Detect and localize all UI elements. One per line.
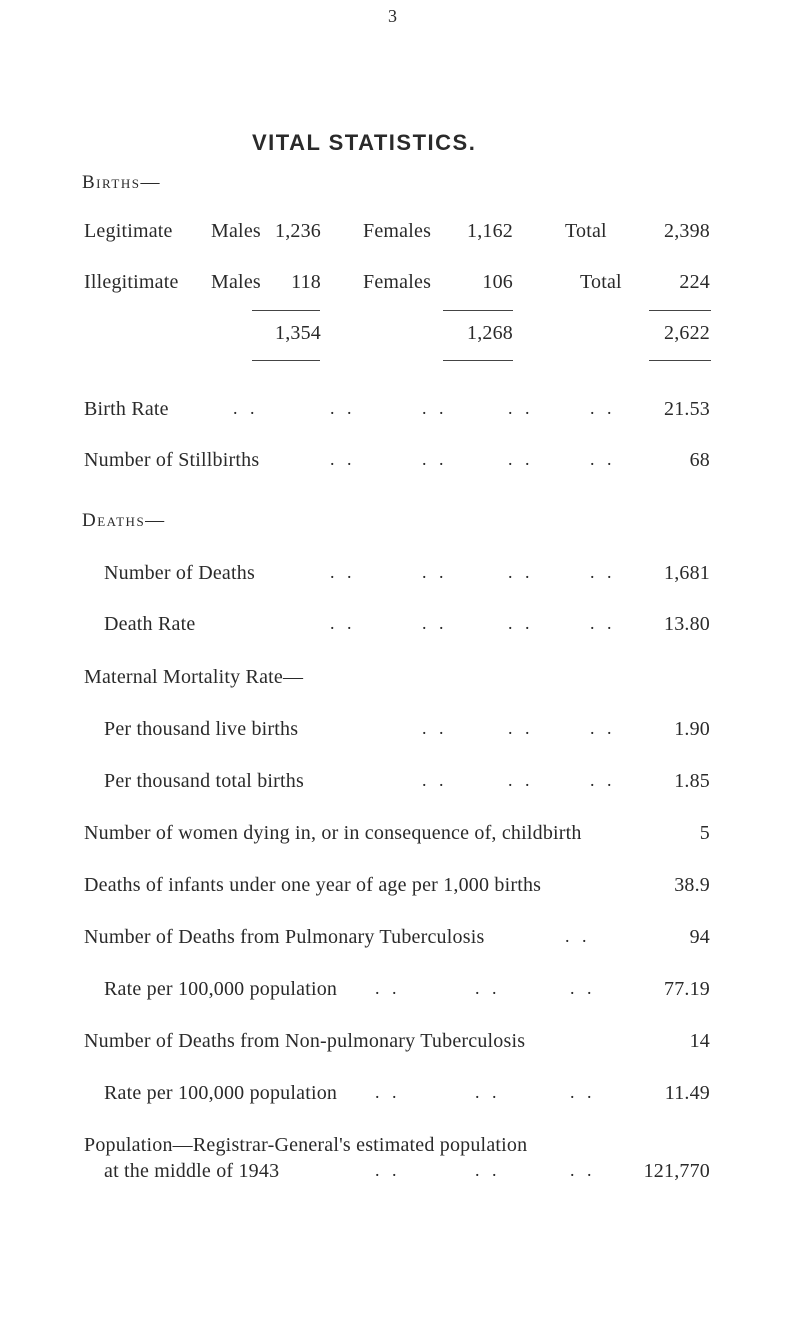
- legitimate-females-label: Females: [363, 220, 432, 242]
- birth-rate-leader: . .: [422, 398, 448, 418]
- maternal-total-births-leader: . .: [422, 770, 448, 790]
- non-pulmonary-tb-rate-leader: . .: [475, 1082, 501, 1102]
- non-pulmonary-tb-label: Number of Deaths from Non-pulmonary Tuberculosis: [84, 1030, 526, 1052]
- population-label-continued: at the middle of 1943: [104, 1160, 280, 1182]
- births-heading: Births—: [82, 172, 161, 193]
- females-sum-underline: [443, 360, 513, 361]
- stillbirths-leader: . .: [330, 449, 356, 469]
- page-number: 3: [388, 6, 398, 26]
- death-rate-label: Death Rate: [104, 613, 196, 635]
- pulmonary-tb-label: Number of Deaths from Pulmonary Tuberculosis: [84, 926, 485, 948]
- population-leader: . .: [475, 1160, 501, 1180]
- population-leader: . .: [375, 1160, 401, 1180]
- stillbirths-value: 68: [689, 449, 710, 471]
- number-of-deaths-value: 1,681: [664, 562, 710, 584]
- number-of-deaths-leader: . .: [590, 562, 616, 582]
- birth-rate-leader: . .: [508, 398, 534, 418]
- legitimate-females-value: 1,162: [467, 220, 513, 242]
- maternal-total-births-leader: . .: [590, 770, 616, 790]
- number-of-deaths-label: Number of Deaths: [104, 562, 255, 584]
- non-pulmonary-tb-rate-leader: . .: [375, 1082, 401, 1102]
- total-sum-value: 2,622: [664, 322, 710, 344]
- females-sum-value: 1,268: [467, 322, 513, 344]
- number-of-deaths-leader: . .: [330, 562, 356, 582]
- maternal-total-births-value: 1.85: [674, 770, 710, 792]
- number-of-deaths-leader: . .: [508, 562, 534, 582]
- maternal-live-births-value: 1.90: [674, 718, 710, 740]
- stillbirths-leader: . .: [590, 449, 616, 469]
- legitimate-males-value: 1,236: [275, 220, 321, 242]
- males-sum-rule: [252, 310, 320, 311]
- non-pulmonary-tb-rate-value: 11.49: [664, 1082, 710, 1104]
- stillbirths-leader: . .: [422, 449, 448, 469]
- birth-rate-leader: . .: [233, 398, 259, 418]
- illegitimate-total-label: Total: [580, 271, 622, 293]
- birth-rate-leader: . .: [330, 398, 356, 418]
- number-of-deaths-leader: . .: [422, 562, 448, 582]
- birth-rate-label: Birth Rate: [84, 398, 169, 420]
- stillbirths-label: Number of Stillbirths: [84, 449, 260, 471]
- illegitimate-total-value: 224: [679, 271, 710, 293]
- infant-deaths-value: 38.9: [674, 874, 710, 896]
- pulmonary-tb-rate-leader: . .: [375, 978, 401, 998]
- death-rate-leader: . .: [590, 613, 616, 633]
- non-pulmonary-tb-rate-label: Rate per 100,000 population: [104, 1082, 338, 1104]
- maternal-live-births-leader: . .: [508, 718, 534, 738]
- population-label: Population—Registrar-General's estimated population: [84, 1134, 528, 1156]
- pulmonary-tb-leader: . .: [565, 926, 591, 946]
- non-pulmonary-tb-value: 14: [689, 1030, 710, 1052]
- total-sum-rule: [649, 310, 711, 311]
- infant-deaths-label: Deaths of infants under one year of age per 1,000 births: [84, 874, 542, 896]
- women-dying-label: Number of women dying in, or in consequence of, childbirth: [84, 822, 582, 844]
- total-sum-underline: [649, 360, 711, 361]
- legitimate-total-label: Total: [565, 220, 607, 242]
- legitimate-label: Legitimate: [84, 220, 173, 242]
- legitimate-total-value: 2,398: [664, 220, 710, 242]
- birth-rate-value: 21.53: [664, 398, 710, 420]
- illegitimate-label: Illegitimate: [84, 271, 179, 293]
- death-rate-leader: . .: [330, 613, 356, 633]
- maternal-live-births-label: Per thousand live births: [104, 718, 299, 740]
- legitimate-males-label: Males: [211, 220, 261, 242]
- page-title: VITAL STATISTICS.: [252, 130, 477, 155]
- males-sum-underline: [252, 360, 320, 361]
- pulmonary-tb-rate-value: 77.19: [664, 978, 710, 1000]
- women-dying-value: 5: [699, 822, 710, 844]
- non-pulmonary-tb-rate-leader: . .: [570, 1082, 596, 1102]
- females-sum-rule: [443, 310, 513, 311]
- pulmonary-tb-rate-label: Rate per 100,000 population: [104, 978, 338, 1000]
- maternal-live-births-leader: . .: [422, 718, 448, 738]
- death-rate-value: 13.80: [664, 613, 710, 635]
- pulmonary-tb-value: 94: [689, 926, 710, 948]
- maternal-mortality-heading: Maternal Mortality Rate—: [84, 666, 304, 688]
- stillbirths-leader: . .: [508, 449, 534, 469]
- death-rate-leader: . .: [422, 613, 448, 633]
- population-leader: . .: [570, 1160, 596, 1180]
- illegitimate-females-label: Females: [363, 271, 432, 293]
- illegitimate-males-value: 118: [291, 271, 321, 293]
- illegitimate-males-label: Males: [211, 271, 261, 293]
- pulmonary-tb-rate-leader: . .: [475, 978, 501, 998]
- birth-rate-leader: . .: [590, 398, 616, 418]
- maternal-total-births-label: Per thousand total births: [104, 770, 304, 792]
- pulmonary-tb-rate-leader: . .: [570, 978, 596, 998]
- deaths-heading: Deaths—: [82, 510, 166, 531]
- death-rate-leader: . .: [508, 613, 534, 633]
- maternal-total-births-leader: . .: [508, 770, 534, 790]
- maternal-live-births-leader: . .: [590, 718, 616, 738]
- illegitimate-females-value: 106: [482, 271, 513, 293]
- population-value: 121,770: [643, 1160, 710, 1182]
- males-sum-value: 1,354: [275, 322, 321, 344]
